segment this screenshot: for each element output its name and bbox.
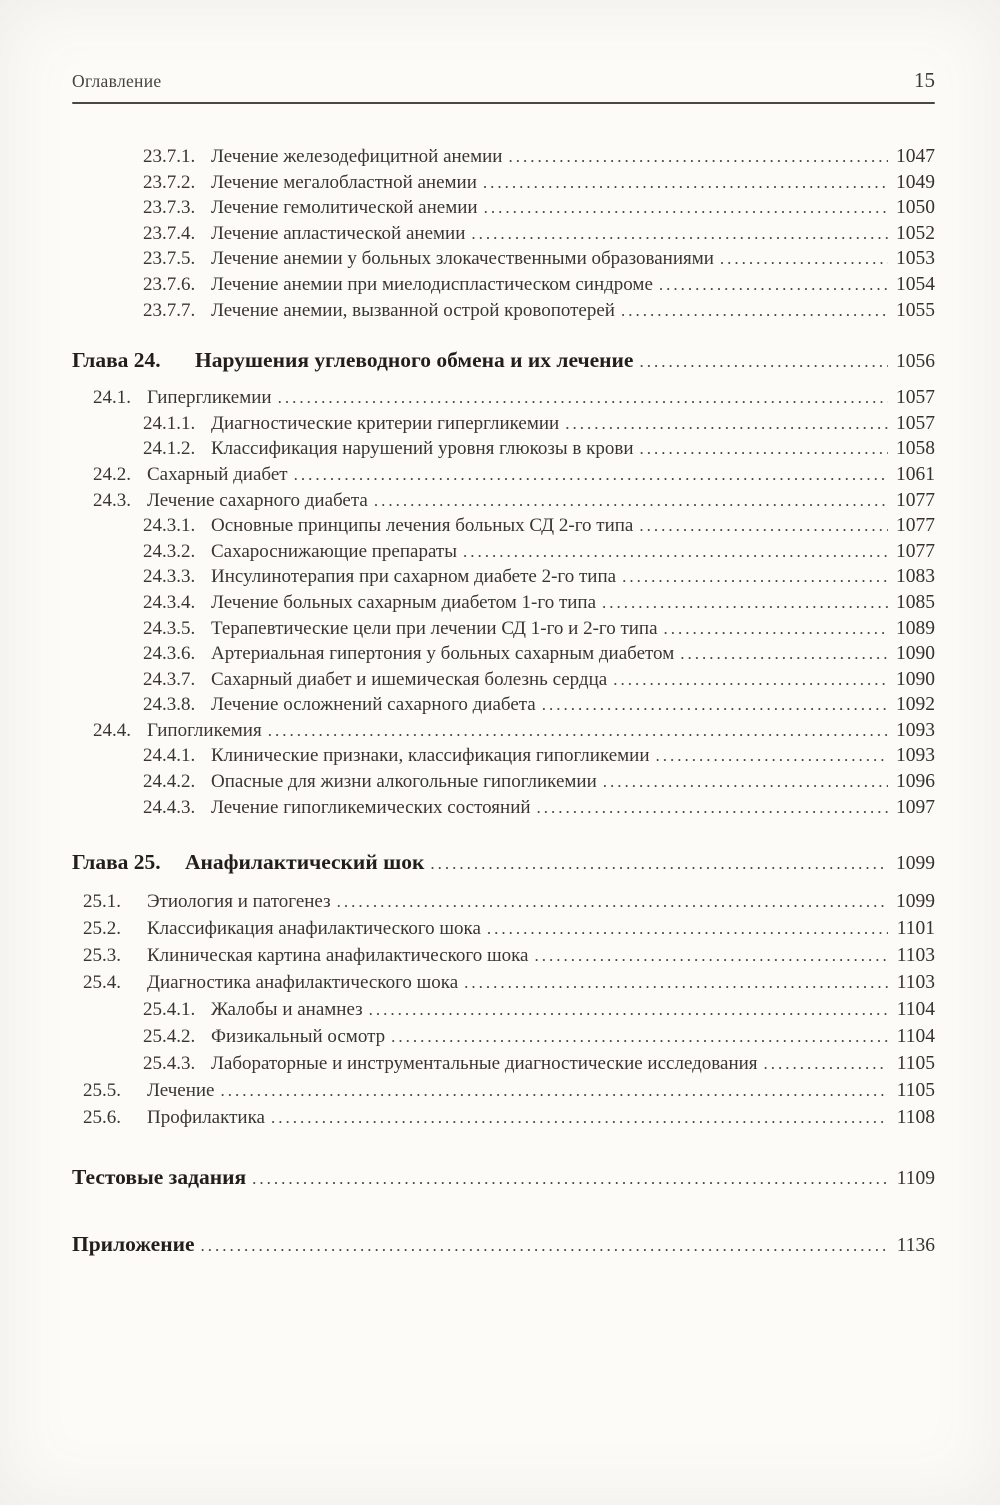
toc-page-number: 1089: [896, 617, 935, 639]
toc-page-number: 1099: [896, 853, 935, 875]
toc-entry-row: [72, 1162, 935, 1194]
toc-entry-number: 24.3.2.: [143, 540, 196, 562]
toc-entry-number: 24.4.3.: [143, 796, 196, 818]
toc-entry-row: [72, 436, 935, 462]
toc-entry-number: 24.4.: [93, 719, 131, 741]
dot-leader: [613, 667, 888, 693]
toc-page-number: 1061: [896, 463, 935, 485]
toc-page-number: 1077: [896, 515, 935, 537]
toc-entry-row: [72, 221, 935, 247]
toc-page-number: 1103: [896, 972, 935, 994]
toc-entry-row: [72, 298, 935, 324]
toc-page-number: 1077: [896, 489, 935, 511]
toc-page-number: 1077: [896, 540, 935, 562]
dot-leader: [656, 743, 889, 769]
toc-entry-title: Лечение осложнений сахарного диабета: [211, 694, 536, 716]
toc-page-number: 1085: [896, 591, 935, 613]
toc-page-number: 1090: [896, 643, 935, 665]
dot-leader: [484, 195, 888, 221]
toc-page-number: 1083: [896, 566, 935, 588]
toc-entry-title: Физикальный осмотр: [211, 1026, 386, 1048]
toc-entry-title: Диагностические критерии гипергликемии: [211, 412, 560, 434]
dot-leader: [537, 795, 888, 821]
toc-group-g25: [72, 847, 935, 1131]
toc-entry-title: Клинические признаки, классификация гипогликемии: [211, 745, 650, 767]
toc-entry-title: Лечение анемии у больных злокачественными образованиями: [211, 248, 714, 270]
toc-entry-title: Лечение сахарного диабета: [147, 489, 368, 511]
toc-entry-number: 25.5.: [83, 1080, 121, 1102]
toc-page-number: 1052: [896, 222, 935, 244]
toc-entry-number: 25.4.1.: [143, 999, 196, 1021]
dot-leader: [639, 513, 888, 539]
toc-entry-title: Клиническая картина анафилактического шока: [147, 945, 529, 967]
toc-entry-number: 24.3.1.: [143, 515, 196, 537]
dot-leader: [252, 1162, 888, 1194]
toc-entry-number: 24.1.2.: [143, 438, 196, 460]
dot-leader: [278, 385, 888, 411]
toc-entry-title: Нарушения углеводного обмена и их лечение: [195, 348, 634, 373]
toc-page-number: 1104: [896, 1026, 935, 1048]
dot-leader: [337, 888, 888, 915]
dot-leader: [294, 462, 888, 488]
toc-group-gapp: [72, 1229, 935, 1261]
running-head-section-title: Оглавление: [72, 71, 162, 91]
toc-entry-number: 24.3.4.: [143, 591, 196, 613]
toc-page-number: 1136: [896, 1235, 935, 1257]
toc-entry-number: 25.1.: [83, 891, 121, 913]
toc-entry-title: Основные принципы лечения больных СД 2-го типа: [211, 515, 634, 537]
toc-group-g24: [72, 345, 935, 820]
toc-entry-number: 24.4.2.: [143, 771, 196, 793]
toc-entry-title: Гипогликемия: [147, 719, 262, 741]
toc-entry-number: 24.1.1.: [143, 412, 196, 434]
toc-entry-title: Лечение гипогликемических состояний: [211, 796, 531, 818]
dot-leader: [374, 488, 888, 514]
toc-entry-title: Лечение больных сахарным диабетом 1-го типа: [211, 591, 597, 613]
toc-entry-number: 24.3.5.: [143, 617, 196, 639]
toc-page-number: 1055: [896, 299, 935, 321]
dot-leader: [369, 996, 888, 1023]
toc-entry-title: Профилактика: [147, 1107, 265, 1129]
toc-page-number: 1053: [896, 248, 935, 270]
toc-entry-title: Тестовые задания: [72, 1165, 247, 1190]
toc-entry-title: Терапевтические цели при лечении СД 1-го и 2-го типа: [211, 617, 658, 639]
toc-entry-row: [72, 743, 935, 769]
toc-entry-number: 23.7.5.: [143, 248, 196, 270]
dot-leader: [639, 436, 888, 462]
toc-entry-title: Анафилактический шок: [185, 850, 425, 875]
toc-entry-row: [72, 1104, 935, 1131]
toc-entry-row: [72, 616, 935, 642]
toc-entry-number: 24.4.1.: [143, 745, 196, 767]
toc-entry-title: Лечение: [147, 1080, 215, 1102]
toc-entry-title: Опасные для жизни алкогольные гипогликемии: [211, 771, 597, 793]
dot-leader: [271, 1104, 888, 1131]
toc-entry-title: Инсулинотерапия при сахарном диабете 2-го типа: [211, 566, 617, 588]
toc-entry-row: [72, 272, 935, 298]
toc-entry-row: [72, 385, 935, 411]
toc-group-gtest: [72, 1162, 935, 1194]
toc-page-number: 1099: [896, 891, 935, 913]
toc-entry-number: Глава 25.: [72, 850, 161, 875]
toc-entry-row: [72, 718, 935, 744]
toc-page-number: 1090: [896, 668, 935, 690]
dot-leader: [542, 692, 888, 718]
toc-entry-title: Диагностика анафилактического шока: [147, 972, 459, 994]
table-of-contents: [72, 144, 935, 1261]
toc-entry-number: 23.7.6.: [143, 273, 196, 295]
dot-leader: [565, 411, 888, 437]
toc-entry-title: Лечение апластической анемии: [211, 222, 466, 244]
toc-entry-number: 23.7.1.: [143, 146, 196, 167]
toc-entry-number: 25.4.: [83, 972, 121, 994]
dot-leader: [622, 564, 888, 590]
toc-entry-title: Гипергликемии: [147, 387, 272, 409]
toc-page-number: 1093: [896, 719, 935, 741]
toc-entry-row: [72, 795, 935, 821]
toc-entry-row: [72, 641, 935, 667]
toc-entry-title: Классификация нарушений уровня глюкозы в крови: [211, 438, 634, 460]
toc-entry-number: 23.7.7.: [143, 299, 196, 321]
toc-entry-row: [72, 969, 935, 996]
toc-entry-title: Сахарный диабет и ишемическая болезнь сердца: [211, 668, 608, 690]
toc-entry-number: Глава 24.: [72, 348, 161, 373]
dot-leader: [720, 246, 888, 272]
dot-leader: [764, 1050, 888, 1077]
toc-entry-title: Сахарный диабет: [147, 463, 288, 485]
toc-page-number: 1058: [896, 438, 935, 460]
running-head: [72, 0, 935, 91]
toc-entry-title: Классификация анафилактического шока: [147, 918, 481, 940]
dot-leader: [659, 272, 888, 298]
dot-leader: [680, 641, 888, 667]
toc-entry-row: [72, 462, 935, 488]
dot-leader: [603, 769, 888, 795]
toc-entry-title: Лечение анемии, вызванной острой кровопотерей: [211, 299, 615, 321]
dot-leader: [639, 345, 888, 377]
toc-entry-row: [72, 513, 935, 539]
toc-entry-title: Этиология и патогенез: [147, 891, 331, 913]
toc-entry-row: [72, 411, 935, 437]
toc-entry-number: 24.3.3.: [143, 566, 196, 588]
toc-page-number: 1105: [896, 1080, 935, 1102]
toc-entry-row: [72, 1050, 935, 1077]
toc-entry-row: [72, 667, 935, 693]
toc-entry-number: 25.4.2.: [143, 1026, 196, 1048]
toc-entry-title: Лечение гемолитической анемии: [211, 197, 478, 219]
toc-entry-row: [72, 1023, 935, 1050]
toc-entry-number: 24.3.6.: [143, 643, 196, 665]
toc-page-number: 1057: [896, 412, 935, 434]
toc-entry-title: Сахароснижающие препараты: [211, 540, 457, 562]
toc-page-number: 1049: [896, 171, 935, 193]
dot-leader: [534, 942, 888, 969]
toc-entry-number: 23.7.3.: [143, 197, 196, 219]
toc-entry-row: [72, 1229, 935, 1261]
dot-leader: [430, 847, 888, 879]
toc-entry-row: [72, 170, 935, 196]
toc-entry-number: 25.2.: [83, 918, 121, 940]
dot-leader: [664, 616, 888, 642]
toc-entry-row: [72, 942, 935, 969]
toc-entry-number: 23.7.2.: [143, 171, 196, 193]
toc-entry-number: 23.7.4.: [143, 222, 196, 244]
toc-entry-row: [72, 539, 935, 565]
toc-page-number: 1050: [896, 197, 935, 219]
toc-page-number: 1108: [896, 1107, 935, 1129]
toc-entry-title: Лечение анемии при миелодиспластическом синдроме: [211, 273, 653, 295]
dot-leader: [602, 590, 888, 616]
toc-entry-number: 24.1.: [93, 387, 131, 409]
running-head-page-number: 15: [914, 68, 935, 92]
toc-page-number: 1105: [896, 1053, 935, 1075]
toc-page-number: 1093: [896, 745, 935, 767]
toc-entry-title: Лабораторные и инструментальные диагностические исследования: [211, 1053, 758, 1075]
toc-entry-row: [72, 144, 935, 170]
header-rule: [72, 102, 935, 104]
dot-leader: [463, 539, 888, 565]
toc-entry-row: [72, 996, 935, 1023]
toc-page-number: 1103: [896, 945, 935, 967]
dot-leader: [483, 170, 888, 196]
toc-page-number: 1056: [896, 351, 935, 373]
toc-chapter-row: [72, 847, 935, 879]
toc-entry-row: [72, 195, 935, 221]
toc-page-number: 1109: [896, 1168, 935, 1190]
toc-page-number: 1101: [896, 918, 935, 940]
toc-entry-row: [72, 246, 935, 272]
toc-page-number: 1104: [896, 999, 935, 1021]
dot-leader: [487, 915, 888, 942]
dot-leader: [201, 1229, 888, 1261]
toc-entry-title: Лечение мегалобластной анемии: [211, 171, 477, 193]
toc-page-number: 1047: [896, 146, 935, 167]
toc-group-g23: [72, 144, 935, 323]
toc-entry-number: 24.3.7.: [143, 668, 196, 690]
toc-entry-title: Жалобы и анамнез: [211, 999, 363, 1021]
dot-leader: [220, 1077, 888, 1104]
toc-entry-number: 25.4.3.: [143, 1053, 196, 1075]
toc-entry-row: [72, 692, 935, 718]
toc-entry-number: 25.3.: [83, 945, 121, 967]
toc-entry-row: [72, 564, 935, 590]
toc-page-number: 1096: [896, 771, 935, 793]
toc-page-number: 1092: [896, 694, 935, 716]
toc-entry-row: [72, 488, 935, 514]
toc-entry-row: [72, 769, 935, 795]
dot-leader: [508, 144, 888, 170]
toc-entry-title: Артериальная гипертония у больных сахарным диабетом: [211, 643, 675, 665]
toc-chapter-row: [72, 345, 935, 377]
dot-leader: [268, 718, 888, 744]
toc-entry-row: [72, 888, 935, 915]
toc-page-number: 1097: [896, 796, 935, 818]
toc-entry-row: [72, 590, 935, 616]
toc-entry-row: [72, 915, 935, 942]
toc-page-number: 1057: [896, 387, 935, 409]
dot-leader: [391, 1023, 888, 1050]
toc-entry-row: [72, 1077, 935, 1104]
dot-leader: [621, 298, 888, 324]
toc-entry-title: Приложение: [72, 1232, 195, 1257]
toc-entry-number: 24.2.: [93, 463, 131, 485]
toc-page-number: 1054: [896, 273, 935, 295]
toc-entry-title: Лечение железодефицитной анемии: [211, 146, 503, 167]
dot-leader: [464, 969, 888, 996]
toc-entry-number: 24.3.8.: [143, 694, 196, 716]
toc-entry-number: 25.6.: [83, 1107, 121, 1129]
toc-entry-number: 24.3.: [93, 489, 131, 511]
dot-leader: [471, 221, 888, 247]
